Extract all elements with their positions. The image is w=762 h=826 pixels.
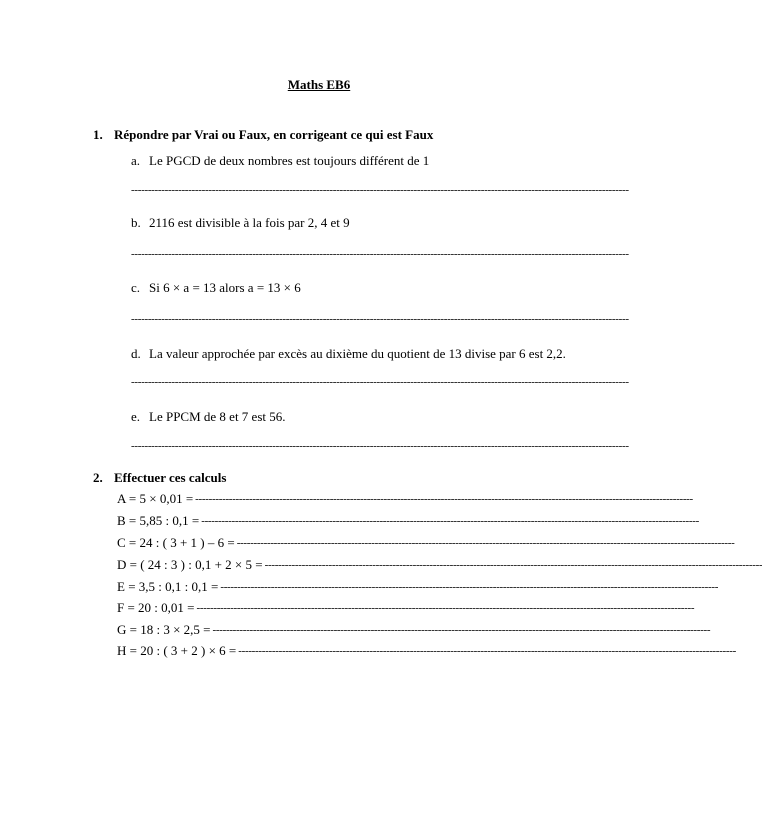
question-d-text: La valeur approchée par excès au dixième du quotient de 13 divise par 6 est 2,2.: [149, 346, 566, 361]
question-c: [131, 280, 301, 296]
calc-h-answer-line: ----------------------------------------------------------------------------------------------------------------------------------------------------: [238, 645, 736, 657]
page-title: Maths EB6: [287, 77, 351, 92]
calc-e-expression: E = 3,5 : 0,1 : 0,1 =: [117, 579, 219, 594]
calc-f-answer-line: ----------------------------------------------------------------------------------------------------------------------------------------------------: [196, 602, 695, 614]
question-a-letter: a.: [131, 153, 141, 168]
calc-c: [117, 535, 735, 551]
calc-d-answer-line: ----------------------------------------------------------------------------------------------------------------------------------------------------: [264, 559, 762, 571]
question-d-letter: d.: [131, 346, 141, 361]
calc-g: [117, 622, 711, 638]
answer-line-e: ----------------------------------------------------------------------------------------------------------------------------------------------------: [131, 440, 629, 452]
calc-b: [117, 513, 699, 529]
answer-line-a: ----------------------------------------------------------------------------------------------------------------------------------------------------: [131, 184, 629, 196]
section-1-number: 1.: [93, 127, 103, 142]
calc-a: [117, 491, 693, 507]
answer-line-b: ----------------------------------------------------------------------------------------------------------------------------------------------------: [131, 248, 629, 260]
question-a-text: Le PGCD de deux nombres est toujours différent de 1: [149, 153, 430, 168]
question-e-text: Le PPCM de 8 et 7 est 56.: [149, 409, 286, 424]
question-e-letter: e.: [131, 409, 141, 424]
calc-d: [117, 557, 762, 573]
section-1-heading: [93, 127, 433, 143]
answer-line-d: ----------------------------------------------------------------------------------------------------------------------------------------------------: [131, 376, 629, 388]
calc-b-expression: B = 5,85 : 0,1 =: [117, 513, 200, 528]
question-b: [131, 215, 350, 231]
question-c-text: Si 6 × a = 13 alors a = 13 × 6: [149, 280, 301, 295]
question-b-letter: b.: [131, 215, 141, 230]
calc-e: [117, 579, 719, 595]
answer-line-c: ----------------------------------------------------------------------------------------------------------------------------------------------------: [131, 313, 629, 325]
calc-h: [117, 643, 736, 659]
calc-c-answer-line: ----------------------------------------------------------------------------------------------------------------------------------------------------: [236, 537, 735, 549]
calc-e-answer-line: ----------------------------------------------------------------------------------------------------------------------------------------------------: [220, 581, 719, 593]
calc-f-expression: F = 20 : 0,01 =: [117, 600, 195, 615]
question-c-letter: c.: [131, 280, 141, 295]
section-1-title: Répondre par Vrai ou Faux, en corrigeant ce qui est Faux: [114, 127, 434, 142]
calc-c-expression: C = 24 : ( 3 + 1 ) – 6 =: [117, 535, 235, 550]
question-e: [131, 409, 286, 425]
calc-g-answer-line: ----------------------------------------------------------------------------------------------------------------------------------------------------: [212, 624, 711, 636]
calc-h-expression: H = 20 : ( 3 + 2 ) × 6 =: [117, 643, 237, 658]
section-2-number: 2.: [93, 470, 103, 485]
calc-d-expression: D = ( 24 : 3 ) : 0,1 + 2 × 5 =: [117, 557, 263, 572]
question-b-text: 2116 est divisible à la fois par 2, 4 et 9: [149, 215, 350, 230]
calc-g-expression: G = 18 : 3 × 2,5 =: [117, 622, 211, 637]
calc-f: [117, 600, 695, 616]
calc-a-expression: A = 5 × 0,01 =: [117, 491, 194, 506]
question-d: [131, 346, 566, 362]
calc-a-answer-line: ----------------------------------------------------------------------------------------------------------------------------------------------------: [195, 493, 693, 505]
question-a: [131, 153, 429, 169]
section-2-heading: [93, 470, 226, 486]
calc-b-answer-line: ----------------------------------------------------------------------------------------------------------------------------------------------------: [201, 515, 699, 527]
section-2-title: Effectuer ces calculs: [114, 470, 227, 485]
